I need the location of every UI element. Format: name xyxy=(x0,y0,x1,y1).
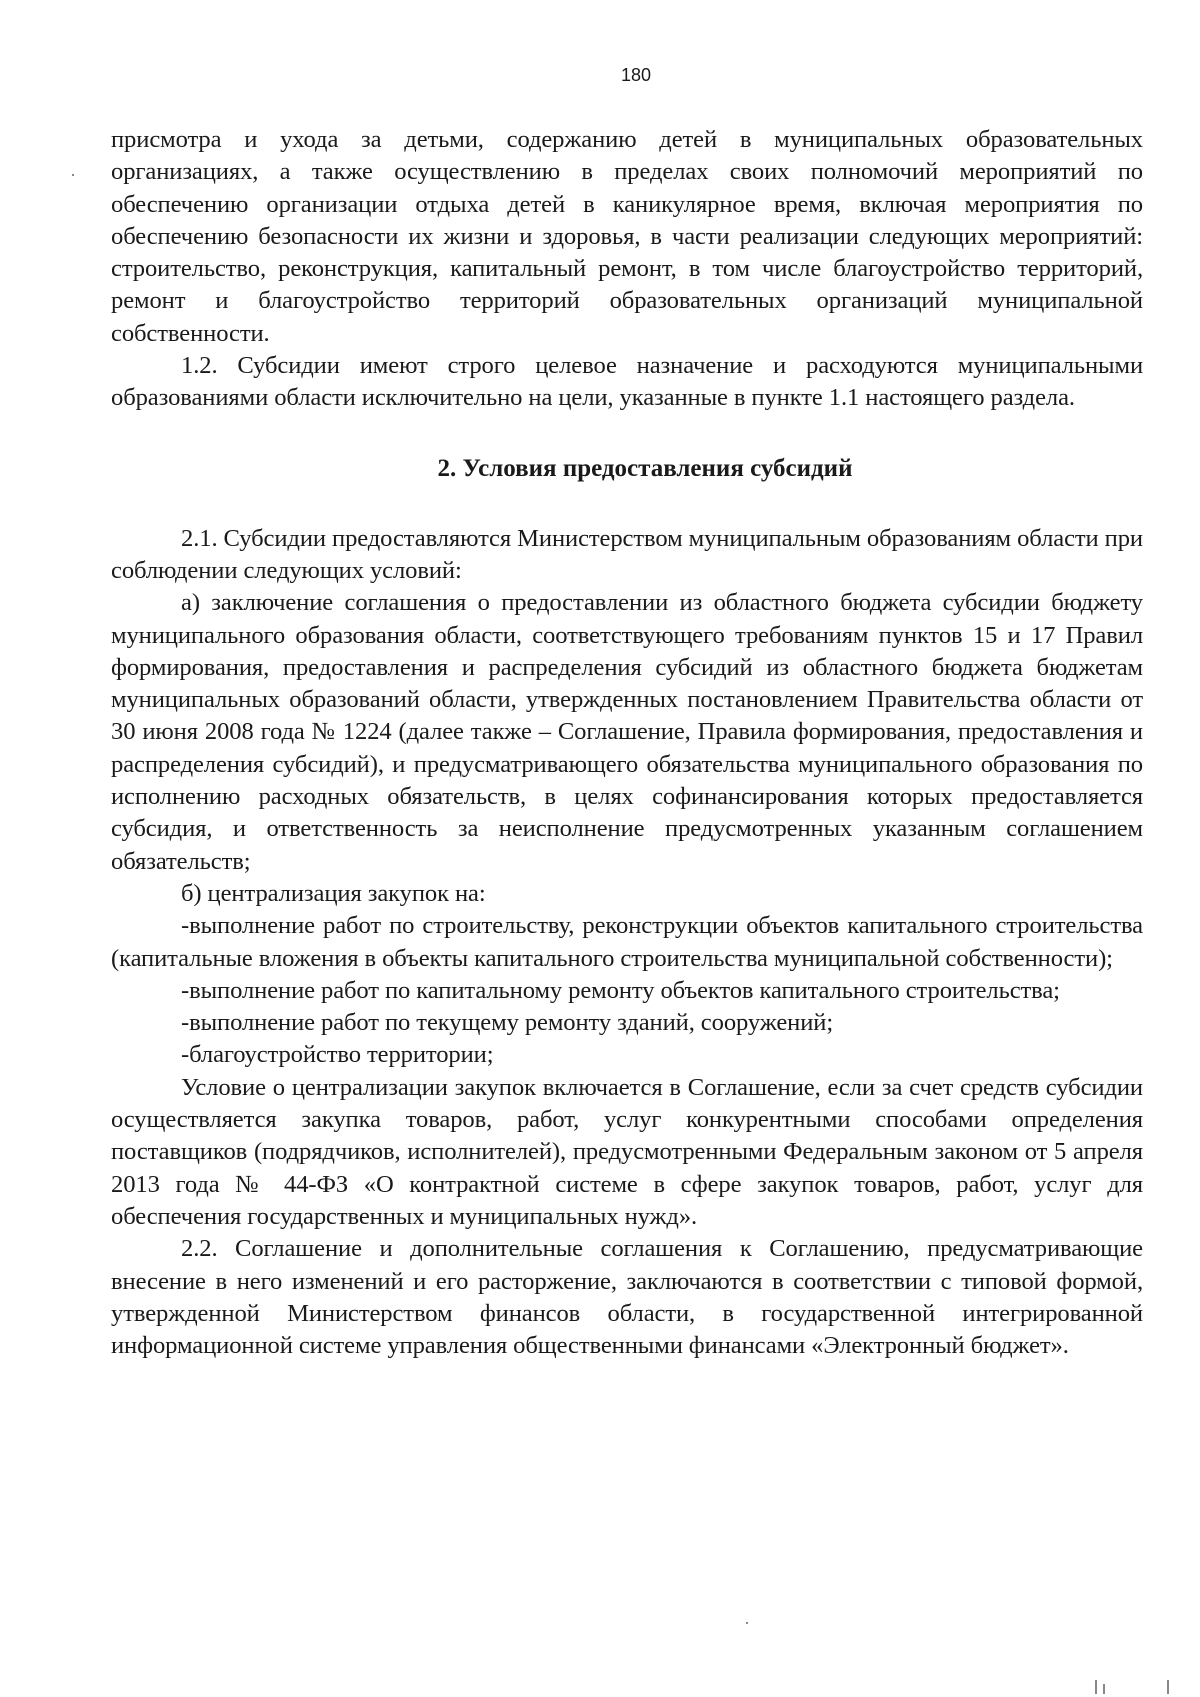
page-number: 180 xyxy=(620,65,652,85)
scan-edge-mark xyxy=(1095,1680,1097,1694)
paragraph-2-1: 2.1. Субсидии предоставляются Министерством муниципальным образованиям области при соблюдении следующих условий: xyxy=(111,524,1143,584)
list-item-current-repair: -выполнение работ по текущему ремонту зданий, сооружений; xyxy=(181,1009,834,1037)
scan-edge-mark xyxy=(1103,1684,1105,1694)
paragraph-2-1-b: б) централизация закупок на: xyxy=(181,879,486,907)
list-item-landscaping: -благоустройство территории; xyxy=(181,1041,494,1069)
paragraph-procurement-condition: Условие о централизации закупок включается в Соглашение, если за счет средств субсидии осуществляется закупка товаров, работ, услуг конкурентными способами определения поставщиков (подрядчиков, исполнителей), предусмотренными Федеральным законом от 5 апреля 2013 года № 44-ФЗ «О контрактной системе в сфере закупок товаров, работ, услуг для обеспечения государственных и муниципальных нужд». xyxy=(111,1073,1143,1230)
paragraph-continuation: присмотра и ухода за детьми, содержанию детей в муниципальных образовательных организациях, а также осуществлению в пределах своих полномочий мероприятий по обеспечению организации отдыха детей в каникулярное время, включая мероприятия по обеспечению безопасности их жизни и здоровья, в части реализации следующих мероприятий: строительство, реконструкция, капитальный ремонт, в том числе благоустройство территорий, ремонт и благоустройство территорий образовательных организаций муниципальной собственности. xyxy=(111,126,1143,347)
paragraph-2-2: 2.2. Соглашение и дополнительные соглашения к Соглашению, предусматривающие внесение в него изменений и его расторжение, заключаются в соответствии с типовой формой, утвержденной Министерством финансов области, в государственной интегрированной информационной системе управления общественными финансами «Электронный бюджет». xyxy=(111,1235,1143,1360)
document-page xyxy=(111,64,1143,1362)
list-item-capital-repair: -выполнение работ по капитальному ремонту объектов капитального строительства; xyxy=(181,976,1060,1004)
section-heading: 2. Условия предоставления субсидий xyxy=(437,454,853,482)
paragraph-2-1-a: а) заключение соглашения о предоставлении из областного бюджета субсидии бюджету муниципального образования области, соответствующего требованиям пунктов 15 и 17 Правил формирования, предоставления и распределения субсидий из областного бюджета бюджетам муниципальных образований области, утвержденных постановлением Правительства области от 30 июня 2008 года № 1224 (далее также – Соглашение, Правила формирования, предоставления и распределения субсидий), и предусматривающего обязательства муниципального образования по исполнению расходных обязательств, в целях софинансирования которых предоставляется субсидия, и ответственность за неисполнение предусмотренных указанным соглашением обязательств; xyxy=(111,589,1143,875)
list-item-construction: -выполнение работ по строительству, реконструкции объектов капитального строительства (капитальные вложения в объекты капитального строительства муниципальной собственности); xyxy=(111,912,1143,972)
document-body xyxy=(111,124,1143,1362)
scan-speck xyxy=(746,1622,748,1624)
scan-speck xyxy=(72,174,74,176)
paragraph-1-2: 1.2. Субсидии имеют строго целевое назначение и расходуются муниципальными образованиями области исключительно на цели, указанные в пункте 1.1 настоящего раздела. xyxy=(111,352,1143,412)
scan-edge-mark xyxy=(1167,1680,1169,1694)
